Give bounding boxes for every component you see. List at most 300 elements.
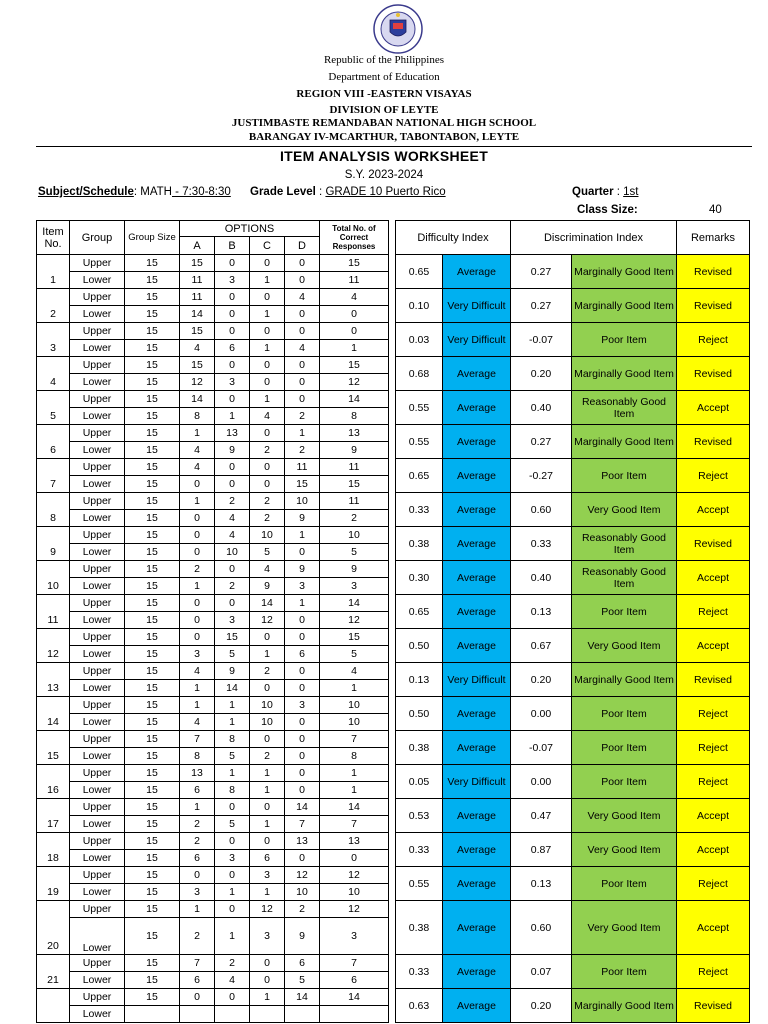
lower-total: 3	[320, 918, 389, 955]
lower-a: 3	[180, 646, 215, 663]
discrimination-index-label: Reasonably Good Item	[572, 561, 677, 595]
upper-d: 9	[285, 561, 320, 578]
lower-b	[215, 1006, 250, 1023]
discrimination-index-value: -0.07	[511, 323, 572, 357]
upper-d: 1	[285, 527, 320, 544]
lower-b: 1	[215, 884, 250, 901]
upper-a: 1	[180, 901, 215, 918]
lower-d: 4	[285, 340, 320, 357]
lower-size: 15	[125, 272, 180, 289]
upper-d: 12	[285, 867, 320, 884]
upper-d: 0	[285, 391, 320, 408]
discrimination-index-value: 0.20	[511, 663, 572, 697]
difficulty-index-value: 0.38	[396, 731, 443, 765]
upper-total: 4	[320, 663, 389, 680]
upper-c: 0	[250, 629, 285, 646]
column-gap	[389, 255, 396, 289]
upper-c: 0	[250, 731, 285, 748]
difficulty-index-value: 0.33	[396, 955, 443, 989]
remarks-badge: Reject	[677, 459, 750, 493]
discrimination-index-value: 0.33	[511, 527, 572, 561]
lower-a: 2	[180, 918, 215, 955]
upper-d: 4	[285, 289, 320, 306]
col-discrimination-index: Discrimination Index	[511, 221, 677, 255]
upper-a: 14	[180, 391, 215, 408]
group-label: Upper	[70, 799, 125, 816]
header-divider	[36, 146, 752, 147]
table-row	[37, 833, 750, 850]
difficulty-index-label: Average	[443, 391, 511, 425]
upper-total: 9	[320, 561, 389, 578]
lower-size: 15	[125, 510, 180, 527]
lower-d: 2	[285, 442, 320, 459]
group-label: Upper	[70, 289, 125, 306]
item-number: 18	[37, 833, 70, 867]
lower-total: 10	[320, 884, 389, 901]
school-year: S.Y. 2023-2024	[344, 169, 424, 181]
item-number: 16	[37, 765, 70, 799]
table-row	[37, 289, 750, 306]
lower-a: 12	[180, 374, 215, 391]
upper-a: 1	[180, 697, 215, 714]
upper-total: 7	[320, 731, 389, 748]
upper-size: 15	[125, 901, 180, 918]
lower-c: 3	[250, 918, 285, 955]
lower-total: 10	[320, 714, 389, 731]
upper-d: 11	[285, 459, 320, 476]
upper-a: 7	[180, 731, 215, 748]
upper-d: 1	[285, 425, 320, 442]
upper-d: 14	[285, 989, 320, 1006]
group-label: Upper	[70, 629, 125, 646]
remarks-badge: Accept	[677, 561, 750, 595]
lower-d: 2	[285, 408, 320, 425]
difficulty-index-label: Average	[443, 425, 511, 459]
lower-d: 0	[285, 714, 320, 731]
discrimination-index-label: Marginally Good Item	[572, 663, 677, 697]
lower-size: 15	[125, 408, 180, 425]
group-label: Lower	[70, 306, 125, 323]
lower-a: 0	[180, 544, 215, 561]
group-label: Upper	[70, 833, 125, 850]
discrimination-index-label: Marginally Good Item	[572, 989, 677, 1023]
difficulty-index-value: 0.50	[396, 629, 443, 663]
upper-b: 2	[215, 955, 250, 972]
remarks-badge: Reject	[677, 697, 750, 731]
lower-c: 6	[250, 850, 285, 867]
lower-d: 6	[285, 646, 320, 663]
upper-size: 15	[125, 425, 180, 442]
discrimination-index-label: Very Good Item	[572, 833, 677, 867]
upper-a: 1	[180, 425, 215, 442]
lower-b: 8	[215, 782, 250, 799]
upper-size: 15	[125, 357, 180, 374]
lower-b: 10	[215, 544, 250, 561]
upper-c: 1	[250, 765, 285, 782]
item-number: 19	[37, 867, 70, 901]
lower-total: 8	[320, 748, 389, 765]
upper-d: 0	[285, 731, 320, 748]
difficulty-index-label: Average	[443, 629, 511, 663]
remarks-badge: Accept	[677, 901, 750, 955]
col-total-correct: Total No. of Correct Responses	[320, 221, 389, 255]
upper-total: 12	[320, 867, 389, 884]
discrimination-index-label: Poor Item	[572, 731, 677, 765]
column-gap	[389, 459, 396, 493]
upper-c: 4	[250, 561, 285, 578]
subject-label: Subject/Schedule	[38, 186, 134, 198]
group-label: Upper	[70, 731, 125, 748]
lower-d: 9	[285, 510, 320, 527]
col-remarks: Remarks	[677, 221, 750, 255]
upper-b: 0	[215, 391, 250, 408]
remarks-badge: Reject	[677, 595, 750, 629]
upper-b: 0	[215, 901, 250, 918]
upper-b: 8	[215, 731, 250, 748]
lower-total: 2	[320, 510, 389, 527]
difficulty-index-label: Average	[443, 595, 511, 629]
lower-d: 0	[285, 748, 320, 765]
item-number	[37, 989, 70, 1023]
upper-total: 11	[320, 459, 389, 476]
upper-c: 10	[250, 697, 285, 714]
upper-b: 0	[215, 255, 250, 272]
upper-d: 0	[285, 663, 320, 680]
discrimination-index-value: 0.60	[511, 493, 572, 527]
table-row	[37, 357, 750, 374]
difficulty-index-value: 0.50	[396, 697, 443, 731]
lower-total: 11	[320, 272, 389, 289]
remarks-badge: Accept	[677, 629, 750, 663]
class-size	[577, 204, 638, 216]
upper-a: 11	[180, 289, 215, 306]
remarks-badge: Reject	[677, 955, 750, 989]
subject-value: MATH	[140, 186, 172, 198]
remarks-badge: Revised	[677, 989, 750, 1023]
discrimination-index-label: Very Good Item	[572, 799, 677, 833]
discrimination-index-value: 0.27	[511, 289, 572, 323]
group-label: Lower	[70, 816, 125, 833]
item-number: 12	[37, 629, 70, 663]
upper-b: 0	[215, 357, 250, 374]
discrimination-index-value: 0.27	[511, 255, 572, 289]
discrimination-index-label: Marginally Good Item	[572, 255, 677, 289]
group-label: Lower	[70, 476, 125, 493]
remarks-badge: Reject	[677, 765, 750, 799]
item-analysis-table	[36, 220, 750, 1023]
lower-b: 1	[215, 408, 250, 425]
lower-total: 0	[320, 306, 389, 323]
remarks-badge: Revised	[677, 255, 750, 289]
upper-total: 14	[320, 391, 389, 408]
discrimination-index-label: Very Good Item	[572, 493, 677, 527]
lower-a: 0	[180, 510, 215, 527]
discrimination-index-value: 0.40	[511, 391, 572, 425]
lower-total: 5	[320, 544, 389, 561]
upper-d: 2	[285, 901, 320, 918]
difficulty-index-label: Very Difficult	[443, 323, 511, 357]
upper-total: 12	[320, 901, 389, 918]
group-label: Upper	[70, 255, 125, 272]
lower-size: 15	[125, 782, 180, 799]
lower-total: 3	[320, 578, 389, 595]
lower-a: 6	[180, 972, 215, 989]
group-label: Upper	[70, 901, 125, 918]
lower-b: 3	[215, 374, 250, 391]
difficulty-index-value: 0.65	[396, 255, 443, 289]
difficulty-index-label: Average	[443, 561, 511, 595]
upper-total: 15	[320, 255, 389, 272]
upper-d: 0	[285, 765, 320, 782]
lower-c: 2	[250, 510, 285, 527]
grade-label: Grade Level	[250, 186, 316, 198]
group-label: Lower	[70, 612, 125, 629]
subject-schedule: Subject/Schedule: MATH - 7:30-8:30	[38, 186, 231, 198]
lower-a: 6	[180, 782, 215, 799]
upper-total: 15	[320, 629, 389, 646]
difficulty-index-value: 0.33	[396, 833, 443, 867]
discrimination-index-value: 0.47	[511, 799, 572, 833]
difficulty-index-label: Average	[443, 833, 511, 867]
item-number: 9	[37, 527, 70, 561]
difficulty-index-label: Average	[443, 493, 511, 527]
difficulty-index-value: 0.63	[396, 989, 443, 1023]
group-label: Lower	[70, 272, 125, 289]
column-gap	[389, 989, 396, 1023]
discrimination-index-label: Reasonably Good Item	[572, 391, 677, 425]
column-gap	[389, 663, 396, 697]
lower-b: 3	[215, 612, 250, 629]
discrimination-index-value: 0.00	[511, 765, 572, 799]
item-number: 4	[37, 357, 70, 391]
discrimination-index-value: 0.00	[511, 697, 572, 731]
table-row	[37, 901, 750, 918]
class-size-value: 40	[709, 204, 722, 216]
remarks-badge: Reject	[677, 323, 750, 357]
upper-b: 15	[215, 629, 250, 646]
discrimination-index-label: Poor Item	[572, 323, 677, 357]
table-row	[37, 527, 750, 544]
lower-a: 14	[180, 306, 215, 323]
discrimination-index-value: 0.20	[511, 357, 572, 391]
upper-c: 12	[250, 901, 285, 918]
item-number: 21	[37, 955, 70, 989]
lower-b: 2	[215, 578, 250, 595]
lower-c: 5	[250, 544, 285, 561]
lower-size: 15	[125, 748, 180, 765]
upper-total: 13	[320, 833, 389, 850]
item-number: 20	[37, 901, 70, 955]
upper-size: 15	[125, 867, 180, 884]
table-row	[37, 493, 750, 510]
col-difficulty-index: Difficulty Index	[396, 221, 511, 255]
discrimination-index-value: -0.07	[511, 731, 572, 765]
upper-total: 10	[320, 697, 389, 714]
group-label: Upper	[70, 765, 125, 782]
lower-b: 4	[215, 972, 250, 989]
lower-total: 12	[320, 612, 389, 629]
item-number: 1	[37, 255, 70, 289]
upper-b: 0	[215, 289, 250, 306]
table-row	[37, 561, 750, 578]
lower-total: 7	[320, 816, 389, 833]
upper-a: 0	[180, 867, 215, 884]
upper-total: 14	[320, 595, 389, 612]
upper-a: 15	[180, 323, 215, 340]
upper-c: 0	[250, 357, 285, 374]
table-row	[37, 731, 750, 748]
grade-value: GRADE 10 Puerto Rico	[325, 186, 446, 198]
upper-size: 15	[125, 955, 180, 972]
lower-size: 15	[125, 374, 180, 391]
item-number: 10	[37, 561, 70, 595]
upper-a: 7	[180, 955, 215, 972]
group-label: Lower	[70, 510, 125, 527]
difficulty-index-value: 0.05	[396, 765, 443, 799]
lower-size: 15	[125, 306, 180, 323]
discrimination-index-label: Marginally Good Item	[572, 289, 677, 323]
group-label: Upper	[70, 323, 125, 340]
col-option-a: A	[180, 237, 215, 255]
upper-total: 11	[320, 493, 389, 510]
group-label: Upper	[70, 663, 125, 680]
lower-c: 2	[250, 442, 285, 459]
upper-c: 1	[250, 989, 285, 1006]
column-gap	[389, 629, 396, 663]
lower-a: 0	[180, 612, 215, 629]
upper-c: 0	[250, 323, 285, 340]
upper-total: 4	[320, 289, 389, 306]
difficulty-index-label: Average	[443, 901, 511, 955]
group-label: Lower	[70, 442, 125, 459]
lower-size: 15	[125, 714, 180, 731]
lower-b: 4	[215, 510, 250, 527]
remarks-badge: Reject	[677, 731, 750, 765]
lower-a: 6	[180, 850, 215, 867]
upper-b: 1	[215, 697, 250, 714]
upper-size: 15	[125, 527, 180, 544]
remarks-badge: Reject	[677, 867, 750, 901]
item-number: 5	[37, 391, 70, 425]
table-row	[37, 255, 750, 272]
lower-size: 15	[125, 918, 180, 955]
difficulty-index-value: 0.03	[396, 323, 443, 357]
difficulty-index-value: 0.53	[396, 799, 443, 833]
lower-d: 0	[285, 306, 320, 323]
table-row	[37, 989, 750, 1006]
lower-c: 12	[250, 612, 285, 629]
lower-c: 10	[250, 714, 285, 731]
upper-a: 13	[180, 765, 215, 782]
column-gap	[389, 425, 396, 459]
upper-d: 0	[285, 629, 320, 646]
lower-size: 15	[125, 816, 180, 833]
lower-c: 1	[250, 782, 285, 799]
upper-c: 1	[250, 391, 285, 408]
table-body	[37, 255, 750, 1023]
upper-c: 0	[250, 425, 285, 442]
lower-d: 15	[285, 476, 320, 493]
column-gap	[389, 323, 396, 357]
upper-a: 2	[180, 561, 215, 578]
upper-b: 0	[215, 595, 250, 612]
lower-c: 0	[250, 972, 285, 989]
group-label: Lower	[70, 884, 125, 901]
upper-d: 0	[285, 357, 320, 374]
difficulty-index-value: 0.30	[396, 561, 443, 595]
lower-c: 1	[250, 306, 285, 323]
lower-b: 1	[215, 918, 250, 955]
remarks-badge: Revised	[677, 663, 750, 697]
upper-total: 0	[320, 323, 389, 340]
group-label: Lower	[70, 680, 125, 697]
upper-c: 0	[250, 255, 285, 272]
column-gap	[389, 731, 396, 765]
column-gap	[389, 955, 396, 989]
col-group-size: Group Size	[125, 221, 180, 255]
lower-d: 0	[285, 680, 320, 697]
lower-a: 1	[180, 578, 215, 595]
upper-c: 2	[250, 663, 285, 680]
column-gap	[389, 595, 396, 629]
table-row	[37, 955, 750, 972]
subject-time: - 7:30-8:30	[171, 186, 231, 198]
lower-b: 3	[215, 850, 250, 867]
lower-a: 11	[180, 272, 215, 289]
table-row	[37, 323, 750, 340]
upper-c: 0	[250, 289, 285, 306]
lower-total: 0	[320, 850, 389, 867]
item-number: 6	[37, 425, 70, 459]
group-label: Lower	[70, 748, 125, 765]
upper-b: 0	[215, 833, 250, 850]
upper-a: 0	[180, 989, 215, 1006]
upper-size: 15	[125, 731, 180, 748]
col-option-c: C	[250, 237, 285, 255]
remarks-badge: Revised	[677, 425, 750, 459]
upper-d: 0	[285, 255, 320, 272]
lower-total: 8	[320, 408, 389, 425]
upper-size: 15	[125, 629, 180, 646]
lower-b: 5	[215, 748, 250, 765]
quarter-label: Quarter	[572, 186, 614, 198]
column-gap	[389, 391, 396, 425]
difficulty-index-label: Average	[443, 867, 511, 901]
difficulty-index-value: 0.10	[396, 289, 443, 323]
difficulty-index-label: Average	[443, 697, 511, 731]
discrimination-index-label: Marginally Good Item	[572, 425, 677, 459]
remarks-badge: Revised	[677, 289, 750, 323]
col-item-no: Item No.	[37, 221, 70, 255]
upper-b: 1	[215, 765, 250, 782]
group-label: Lower	[70, 374, 125, 391]
group-label: Upper	[70, 989, 125, 1006]
remarks-badge: Accept	[677, 799, 750, 833]
lower-c: 1	[250, 340, 285, 357]
column-gap	[389, 799, 396, 833]
upper-c: 14	[250, 595, 285, 612]
remarks-badge: Accept	[677, 391, 750, 425]
item-number: 3	[37, 323, 70, 357]
column-gap	[389, 221, 396, 255]
group-label: Lower	[70, 714, 125, 731]
table-row	[37, 595, 750, 612]
upper-a: 2	[180, 833, 215, 850]
upper-total: 7	[320, 955, 389, 972]
lower-a: 4	[180, 442, 215, 459]
lower-c: 1	[250, 272, 285, 289]
remarks-badge: Revised	[677, 357, 750, 391]
